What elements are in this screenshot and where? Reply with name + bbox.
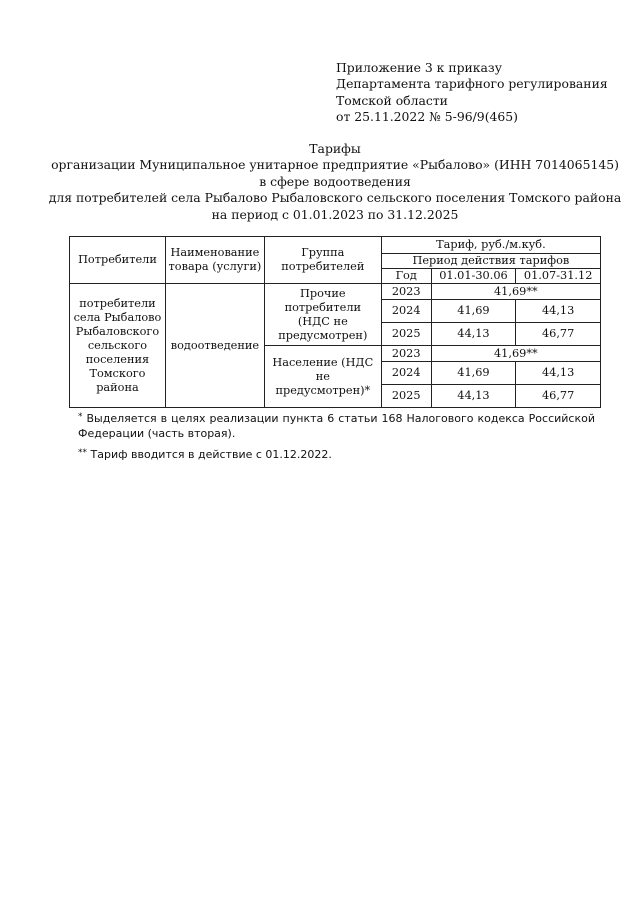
year-cell: 2025 [381, 323, 431, 346]
tariff-cell: 46,77 [516, 385, 601, 408]
title-line-4: на период с 01.01.2023 по 31.12.2025 [211, 206, 459, 222]
header-service: Наименование товара (услуги) [165, 237, 264, 284]
tariff-cell: 44,13 [516, 300, 601, 323]
tariff-table [69, 236, 601, 408]
tariff-cell: 41,69 [431, 300, 516, 323]
footnote-1-mark: * [78, 412, 83, 422]
appendix-line-1: Приложение 3 к приказу [336, 60, 502, 75]
group-other-consumers: Прочие потребители (НДС не предусмотрен) [264, 284, 381, 346]
year-cell: 2025 [381, 385, 431, 408]
tariff-cell: 46,77 [516, 323, 601, 346]
year-cell: 2023 [381, 346, 431, 362]
title-heading: Тарифы [309, 141, 361, 156]
header-consumers: Потребители [70, 237, 166, 284]
footnote-1 [78, 410, 595, 441]
appendix-header [336, 60, 608, 125]
tariff-cell: 41,69 [431, 362, 516, 385]
appendix-line-2: Департамента тарифного регулирования [336, 76, 608, 92]
tariff-cell: 44,13 [431, 323, 516, 346]
footnote-2-mark: ** [78, 448, 87, 458]
header-year: Год [381, 269, 431, 284]
appendix-line-4: от 25.11.2022 № 5-96/9(465) [336, 108, 519, 124]
consumers-cell: потребители села Рыбалово Рыбаловского сельского поселения Томского района [70, 284, 166, 408]
appendix-line-3: Томской области [336, 92, 448, 108]
year-cell: 2023 [381, 284, 431, 300]
tariff-cell: 44,13 [431, 385, 516, 408]
title-line-1: организации Муниципальное унитарное предприятие «Рыбалово» (ИНН 7014065145) [51, 157, 619, 173]
tariff-merged-cell: 41,69** [431, 284, 600, 300]
document-title [40, 141, 630, 223]
tariff-merged-cell: 41,69** [431, 346, 600, 362]
header-tariff: Тариф, руб./м.куб. [381, 237, 600, 254]
header-period: Период действия тарифов [381, 254, 600, 269]
title-line-3: для потребителей села Рыбалово Рыбаловского сельского поселения Томского района [48, 190, 622, 206]
service-cell: водоотведение [165, 284, 264, 408]
year-cell: 2024 [381, 300, 431, 323]
header-half-1: 01.01-30.06 [431, 269, 516, 284]
tariff-cell: 44,13 [516, 362, 601, 385]
footnote-1-text: Выделяется в целях реализации пункта 6 статьи 168 Налогового кодекса Российской Федерации (часть вторая). [78, 412, 595, 440]
year-cell: 2024 [381, 362, 431, 385]
header-half-2: 01.07-31.12 [516, 269, 601, 284]
footnote-2 [78, 446, 595, 462]
header-group: Группа потребителей [264, 237, 381, 284]
title-line-2: в сфере водоотведения [259, 173, 411, 189]
group-population: Население (НДС не предусмотрен)* [264, 346, 381, 408]
footnote-2-text: Тариф вводится в действие с 01.12.2022. [90, 448, 332, 461]
